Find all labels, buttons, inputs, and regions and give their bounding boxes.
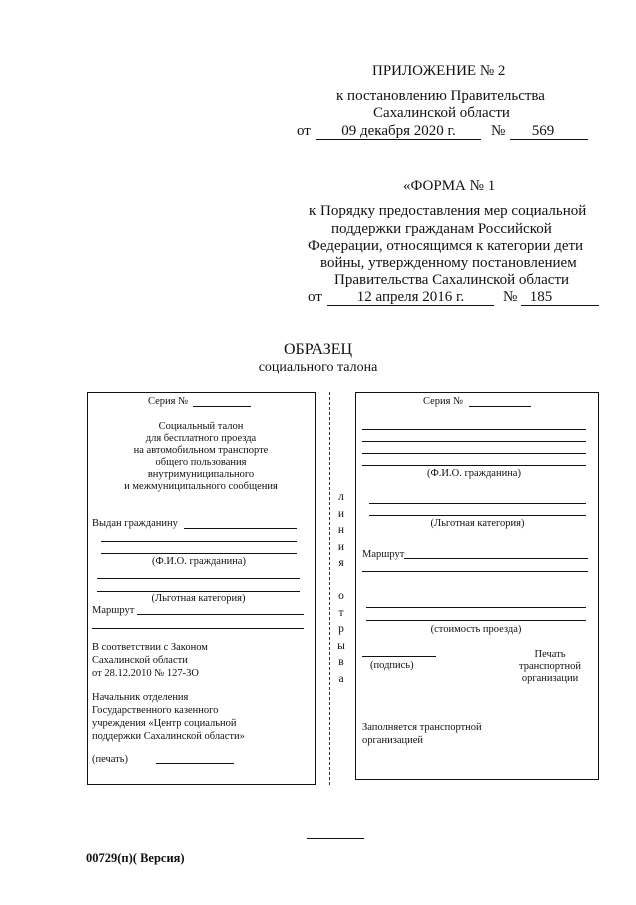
left-desc-line-2: для бесплатного проезда xyxy=(145,433,257,444)
left-signature-line xyxy=(156,763,234,764)
tear-letter: и xyxy=(337,507,345,520)
tear-letter: о xyxy=(338,590,344,602)
tear-line xyxy=(329,392,330,785)
left-head-line-4: поддержки Сахалинской области» xyxy=(92,731,245,742)
left-desc-line-4: общего пользования xyxy=(155,457,247,468)
tear-letter-gap xyxy=(334,572,348,589)
tear-letter: л xyxy=(338,491,344,503)
tear-letter: и xyxy=(337,540,345,553)
decree-number: 569 xyxy=(531,123,555,139)
right-cost-label: (стоимость проезда) xyxy=(430,624,522,635)
right-category-line-2 xyxy=(369,515,586,516)
left-category-line-1 xyxy=(97,578,300,579)
tear-letter: р xyxy=(338,623,344,635)
tear-letter: н xyxy=(337,524,345,536)
form-line-1: к Порядку предоставления мер социальной xyxy=(309,203,587,219)
right-stamp-line-2: транспортной xyxy=(519,661,581,672)
right-cost-line-2 xyxy=(366,620,586,621)
tear-letter: ы xyxy=(337,639,345,652)
form-line-4: войны, утвержденному постановлением xyxy=(320,255,577,271)
left-issued-line xyxy=(184,528,297,529)
left-series-underline xyxy=(193,406,251,407)
left-route-line-2 xyxy=(92,628,304,629)
left-head-line-3: учреждения «Центр социальной xyxy=(92,718,237,729)
right-route-line-1 xyxy=(404,558,588,559)
order-date: 12 апреля 2016 г. xyxy=(356,289,465,305)
right-stamp-line-3: организации xyxy=(521,673,579,684)
left-fio-line-1 xyxy=(101,541,297,542)
left-head-line-1: Начальник отделения xyxy=(92,692,189,703)
left-fio-label: (Ф.И.О. гражданина) xyxy=(152,556,246,567)
right-series-underline xyxy=(469,406,531,407)
sample-subtitle: социального талона xyxy=(258,360,378,375)
decree-line-2: Сахалинской области xyxy=(373,105,510,121)
left-category-label: (Льготная категория) xyxy=(151,593,246,604)
left-desc-line-6: и межмуниципального сообщения xyxy=(124,481,278,492)
left-series-label: Серия № xyxy=(148,396,189,407)
left-issued-label: Выдан гражданину xyxy=(92,518,178,529)
form-line-3: Федерации, относящимся к категории дети xyxy=(308,238,584,254)
right-fill-line-1: Заполняется транспортной xyxy=(362,722,482,733)
right-fio-line-1 xyxy=(362,429,586,430)
decree-line-1: к постановлению Правительства xyxy=(336,88,545,104)
right-series-label: Серия № xyxy=(423,396,464,407)
tear-letter: а xyxy=(338,672,344,685)
left-law-line-3: от 28.12.2010 № 127-ЗО xyxy=(92,668,199,679)
order-from-label: от xyxy=(308,289,322,305)
tear-letter: в xyxy=(338,656,344,668)
doc-code: 00729(п)( Версия) xyxy=(86,851,185,865)
order-number: 185 xyxy=(529,289,553,305)
right-route-label: Маршрут xyxy=(362,549,405,560)
decree-number-label: № xyxy=(491,123,506,139)
tear-letter: я xyxy=(338,557,344,569)
left-desc-line-5: внутримуниципального xyxy=(147,469,255,480)
left-law-line-2: Сахалинской области xyxy=(92,655,188,666)
left-route-line-1 xyxy=(137,614,304,615)
right-fio-line-2 xyxy=(362,441,586,442)
order-number-label: № xyxy=(503,289,518,305)
left-desc-line-1: Социальный талон xyxy=(158,421,244,432)
right-fio-label: (Ф.И.О. гражданина) xyxy=(427,468,521,479)
left-law-line-1: В соответствии с Законом xyxy=(92,642,208,653)
right-signature-label: (подпись) xyxy=(370,660,414,671)
sample-title: ОБРАЗЕЦ xyxy=(283,341,353,358)
right-stamp-line-1: Печать xyxy=(534,649,566,660)
left-fio-line-2 xyxy=(101,553,297,554)
right-cost-line-1 xyxy=(366,607,586,608)
left-stamp-label: (печать) xyxy=(92,754,129,765)
tear-letter: т xyxy=(338,606,344,619)
form-line-5: Правительства Сахалинской области xyxy=(334,272,570,288)
appendix-title: ПРИЛОЖЕНИЕ № 2 xyxy=(372,63,506,79)
tear-line-label xyxy=(334,489,348,687)
right-signature-line xyxy=(362,656,436,657)
right-route-line-2 xyxy=(362,571,588,572)
decree-date: 09 декабря 2020 г. xyxy=(341,123,456,139)
left-route-label: Маршрут xyxy=(92,605,135,616)
right-fio-line-4 xyxy=(362,465,586,466)
decree-from-label: от xyxy=(297,123,311,139)
right-category-label: (Льготная категория) xyxy=(430,518,525,529)
footer-separator xyxy=(307,838,364,839)
left-desc-line-3: на автомобильном транспорте xyxy=(133,445,269,456)
form-line-2: поддержки гражданам Российской xyxy=(331,221,552,237)
right-fill-line-2: организацией xyxy=(362,735,424,746)
right-fio-line-3 xyxy=(362,453,586,454)
right-category-line-1 xyxy=(369,503,586,504)
left-head-line-2: Государственного казенного xyxy=(92,705,219,716)
form-title: «ФОРМА № 1 xyxy=(403,178,496,194)
